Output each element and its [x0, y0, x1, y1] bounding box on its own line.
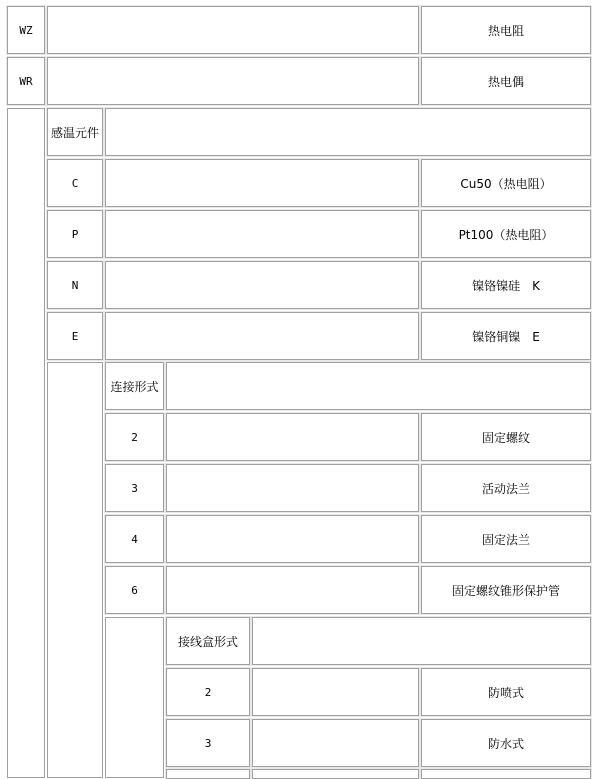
blank-cell — [105, 312, 419, 360]
code-cell-wz — [7, 6, 45, 54]
sensor-code-cell — [47, 261, 103, 309]
desc-cell-wz — [421, 6, 591, 54]
junction-box-header: 接线盒形式 — [177, 634, 238, 649]
sensor-desc-cell — [421, 210, 591, 258]
desc-label: 固定螺纹锥形保护管 — [451, 583, 560, 598]
desc-label: 镍铬镍硅 K — [472, 278, 540, 293]
desc-label: 固定法兰 — [481, 532, 530, 547]
connection-desc-cell — [421, 515, 591, 563]
code-label: C — [71, 176, 79, 190]
blank-cell — [47, 6, 419, 54]
connection-desc-cell — [421, 413, 591, 461]
blank-cell — [166, 515, 419, 563]
nested-frame-level-1 — [7, 108, 45, 778]
code-label: 6 — [131, 583, 138, 597]
desc-label: 固定螺纹 — [481, 430, 530, 445]
connection-header-cell — [105, 362, 164, 410]
code-label: WZ — [19, 23, 33, 37]
desc-label: 活动法兰 — [481, 481, 530, 496]
blank-cell — [105, 108, 591, 156]
code-label: 4 — [131, 532, 138, 546]
sensor-desc-cell — [421, 159, 591, 207]
code-label: 3 — [131, 481, 138, 495]
connection-desc-cell — [421, 464, 591, 512]
blank-cell — [252, 617, 591, 665]
sensor-desc-cell — [421, 312, 591, 360]
code-label: P — [71, 227, 79, 241]
connection-desc-cell — [421, 566, 591, 614]
desc-label: 镍铬铜镍 E — [472, 329, 540, 344]
sensor-header-cell — [47, 108, 103, 156]
nested-frame-level-2 — [47, 362, 103, 778]
blank-cell — [105, 261, 419, 309]
blank-cell — [105, 210, 419, 258]
junction-box-header-cell — [166, 617, 250, 665]
sensor-code-cell — [47, 312, 103, 360]
blank-cell — [47, 57, 419, 105]
nested-frame-level-3 — [105, 617, 164, 778]
code-cell-wr — [7, 57, 45, 105]
junction-box-desc-cell — [421, 668, 591, 716]
code-label: E — [71, 329, 79, 343]
code-label: 3 — [204, 736, 212, 750]
connection-code-cell — [105, 413, 164, 461]
junction-box-code-cell — [166, 668, 250, 716]
sensor-header: 感温元件 — [50, 125, 99, 140]
connection-code-cell — [105, 515, 164, 563]
desc-label: 防水式 — [487, 736, 524, 751]
blank-cell — [166, 464, 419, 512]
junction-box-code-cell — [166, 719, 250, 767]
blank-cell — [252, 668, 419, 716]
connection-code-cell — [105, 566, 164, 614]
code-label: N — [71, 278, 79, 292]
sensor-desc-cell — [421, 261, 591, 309]
desc-label: Cu50（热电阻） — [460, 176, 552, 191]
connection-header: 连接形式 — [110, 379, 159, 394]
code-label: 2 — [204, 685, 212, 699]
desc-label: Pt100（热电阻） — [458, 227, 554, 242]
junction-box-desc-cell — [421, 719, 591, 767]
connection-code-cell — [105, 464, 164, 512]
sensor-code-cell — [47, 210, 103, 258]
blank-cell — [166, 413, 419, 461]
code-label: 2 — [131, 430, 138, 444]
sensor-code-cell — [47, 159, 103, 207]
blank-cell — [105, 159, 419, 207]
desc-label: 热电偶 — [487, 74, 524, 89]
desc-label: 防喷式 — [487, 685, 524, 700]
desc-label: 热电阻 — [487, 23, 524, 38]
blank-cell — [252, 719, 419, 767]
blank-cell — [166, 362, 591, 410]
code-label: WR — [19, 74, 33, 88]
desc-cell-wr — [421, 57, 591, 105]
blank-cell — [166, 566, 419, 614]
